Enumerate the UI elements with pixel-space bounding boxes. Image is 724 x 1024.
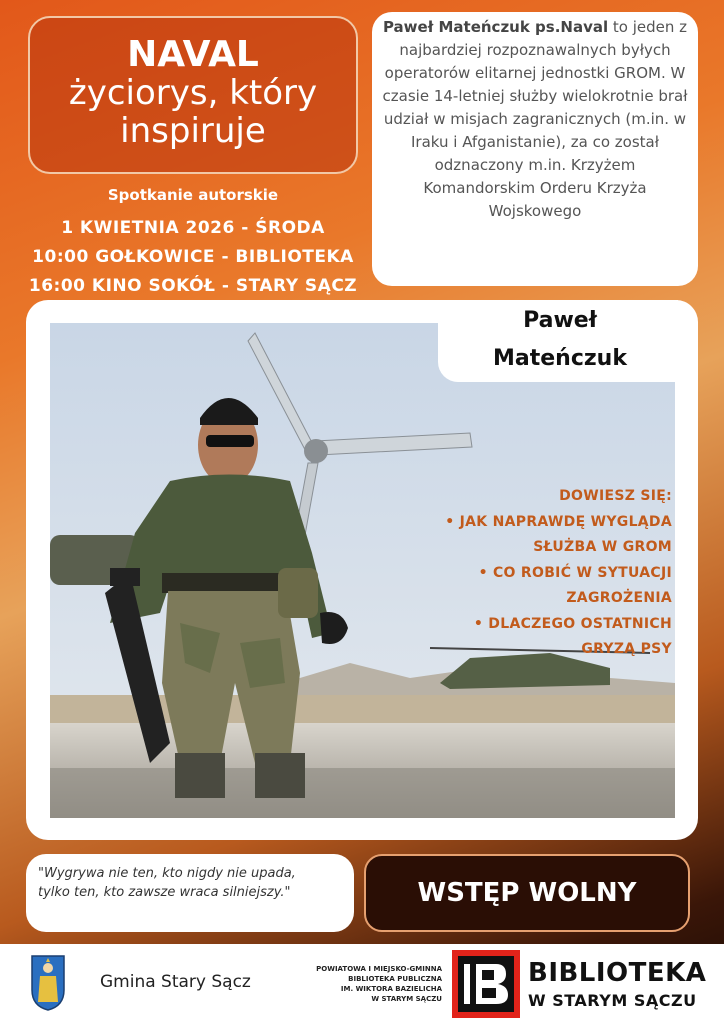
- event-label: Spotkanie autorskie: [107, 186, 279, 204]
- speaker-first-name: Paweł: [523, 308, 597, 333]
- bio-text: to jeden z najbardziej rozpoznawalnych byłych operatorów elitarnej jednostki GROM. W czasie 14-letniej służby wielokrotnie brał udział w misjach zagranicznych (m.in. w Iraku i Afganistanie), za co został odznaczony m.in. Krzyżem Komandorskim Orderu Krzyża Wojskowego: [382, 18, 688, 220]
- learn-list: [410, 484, 672, 663]
- gmina-name: Gmina Stary Sącz: [100, 972, 251, 992]
- title-line-2: życiorys, który: [68, 73, 318, 113]
- title-main: NAVAL: [127, 34, 259, 75]
- learn-item-1b: SŁUŻBA W GROM: [533, 539, 672, 555]
- speaker-name: [440, 302, 680, 378]
- library-brand: BIBLIOTEKA: [528, 958, 707, 988]
- quote-line-2: tylko ten, kto zawsze wraca silniejszy.": [38, 885, 291, 900]
- event-session-2: 16:00 KINO SOKÓŁ - STARY SĄCZ: [28, 276, 358, 296]
- title-box: [28, 16, 358, 174]
- event-date: 1 KWIETNIA 2026 - ŚRODA: [61, 218, 325, 238]
- library-logo-icon: [452, 950, 520, 1018]
- library-line-2: BIBLIOTEKA PUBLICZNA: [348, 975, 442, 983]
- library-full-name: [284, 964, 442, 1004]
- free-entry-banner: WSTĘP WOLNY: [364, 854, 690, 932]
- library-line-1: POWIATOWA I MIEJSKO-GMINNA: [316, 965, 442, 973]
- learn-item-2a: • CO ROBIĆ W SYTUACJI: [478, 564, 672, 581]
- library-brand-sub: W STARYM SĄCZU: [528, 991, 697, 1010]
- bio-box: [372, 12, 698, 286]
- quote-box: [26, 854, 354, 932]
- event-info: [18, 186, 368, 301]
- learn-heading: DOWIESZ SIĘ:: [559, 488, 672, 504]
- library-line-3: IM. WIKTORA BAZIELICHA: [340, 985, 442, 993]
- library-line-4: W STARYM SĄCZU: [371, 995, 442, 1003]
- speaker-last-name: Mateńczuk: [493, 346, 627, 371]
- learn-item-3b: GRYZĄ PSY: [581, 641, 672, 657]
- bio-name: Paweł Mateńczuk ps.Naval: [382, 18, 609, 36]
- learn-item-2b: ZAGROŻENIA: [566, 590, 672, 606]
- learn-item-3a: • DLACZEGO OSTATNICH: [473, 615, 672, 632]
- learn-item-1a: • JAK NAPRAWDĘ WYGLĄDA: [445, 513, 672, 530]
- footer: [0, 944, 724, 1024]
- gmina-coat-of-arms-icon: [30, 954, 66, 1012]
- event-session-1: 10:00 GOŁKOWICE - BIBLIOTEKA: [32, 247, 354, 267]
- title-line-3: inspiruje: [120, 111, 266, 151]
- quote-line-1: "Wygrywa nie ten, kto nigdy nie upada,: [38, 866, 296, 881]
